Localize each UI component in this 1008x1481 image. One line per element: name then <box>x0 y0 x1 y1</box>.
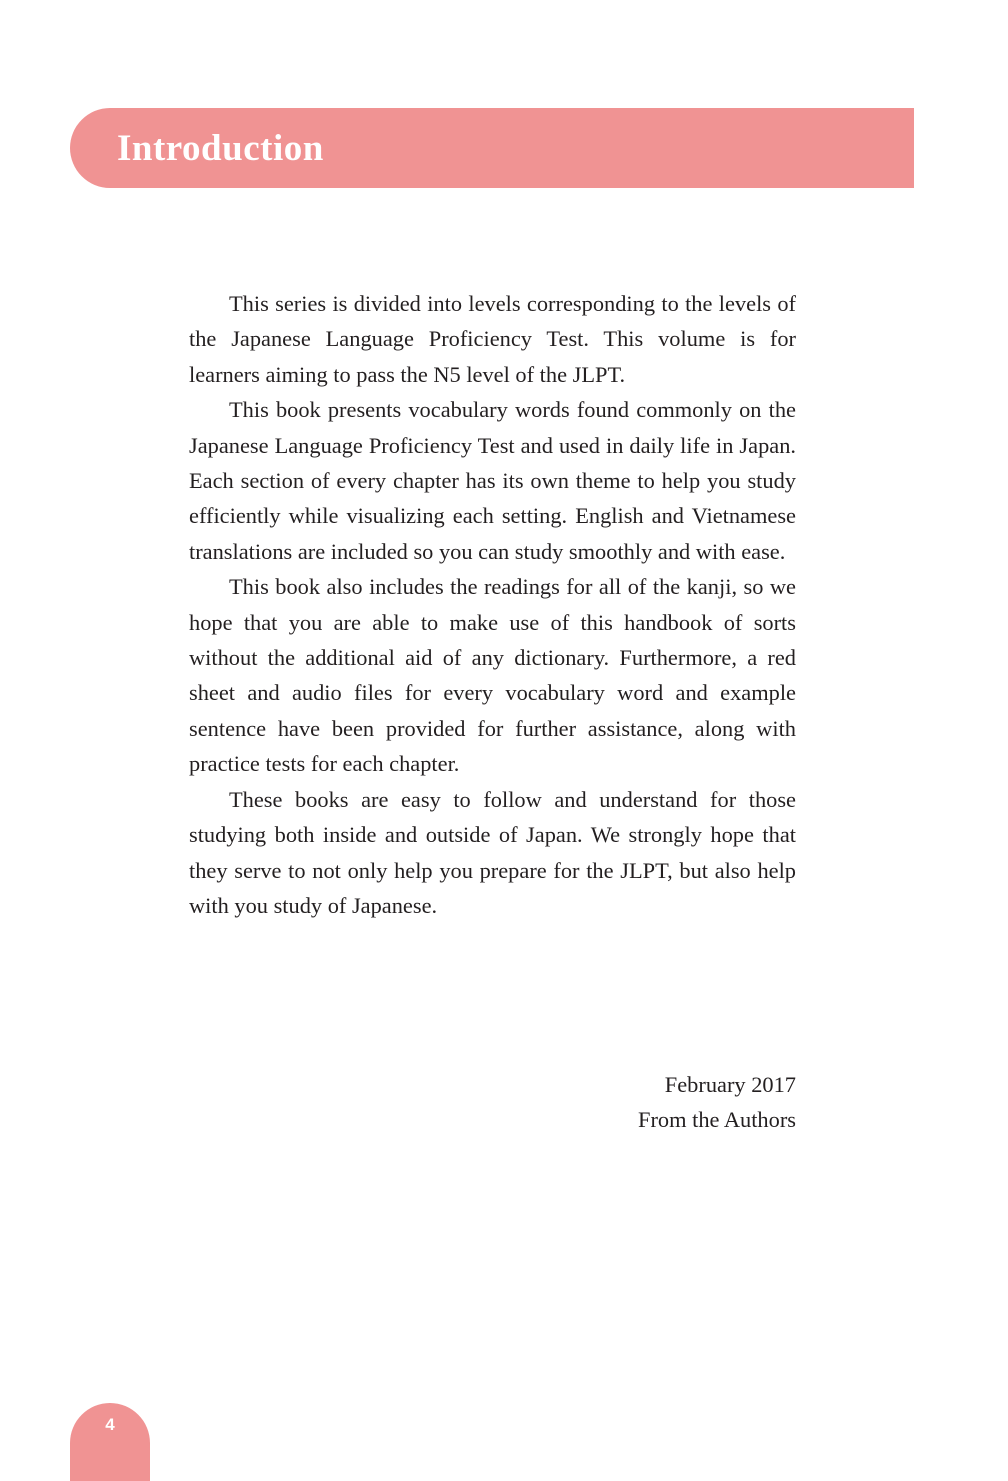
page-number-tab <box>70 1403 150 1481</box>
signature-block <box>189 1067 796 1138</box>
page-title: Introduction <box>117 128 324 169</box>
paragraph: This book also includes the readings for all of the kanji, so we hope that you are able to make use of this handbook of sorts without the additional aid of any dictionary. Furthermore, a red sheet and audio files for every vocabulary word and example sentence have been provided for further assistance, along with practice tests for each chapter. <box>189 574 796 777</box>
introduction-body <box>189 286 796 923</box>
paragraph: This book presents vocabulary words found commonly on the Japanese Language Proficiency Test and used in daily life in Japan. Each section of every chapter has its own theme to help you study efficiently while visualizing each setting. English and Vietnamese translations are included so you can study smoothly and with ease. <box>189 397 796 564</box>
paragraph: These books are easy to follow and understand for those studying both inside and outside of Japan. We strongly hope that they serve to not only help you prepare for the JLPT, but also help with you study of Japanese. <box>189 786 796 918</box>
section-header-bar <box>70 108 914 188</box>
signature-author: From the Authors <box>638 1107 796 1133</box>
page-number: 4 <box>105 1415 115 1434</box>
paragraph: This series is divided into levels corresponding to the levels of the Japanese Language Proficiency Test. This volume is for learners aiming to pass the N5 level of the JLPT. <box>189 291 796 387</box>
signature-date: February 2017 <box>664 1072 796 1097</box>
